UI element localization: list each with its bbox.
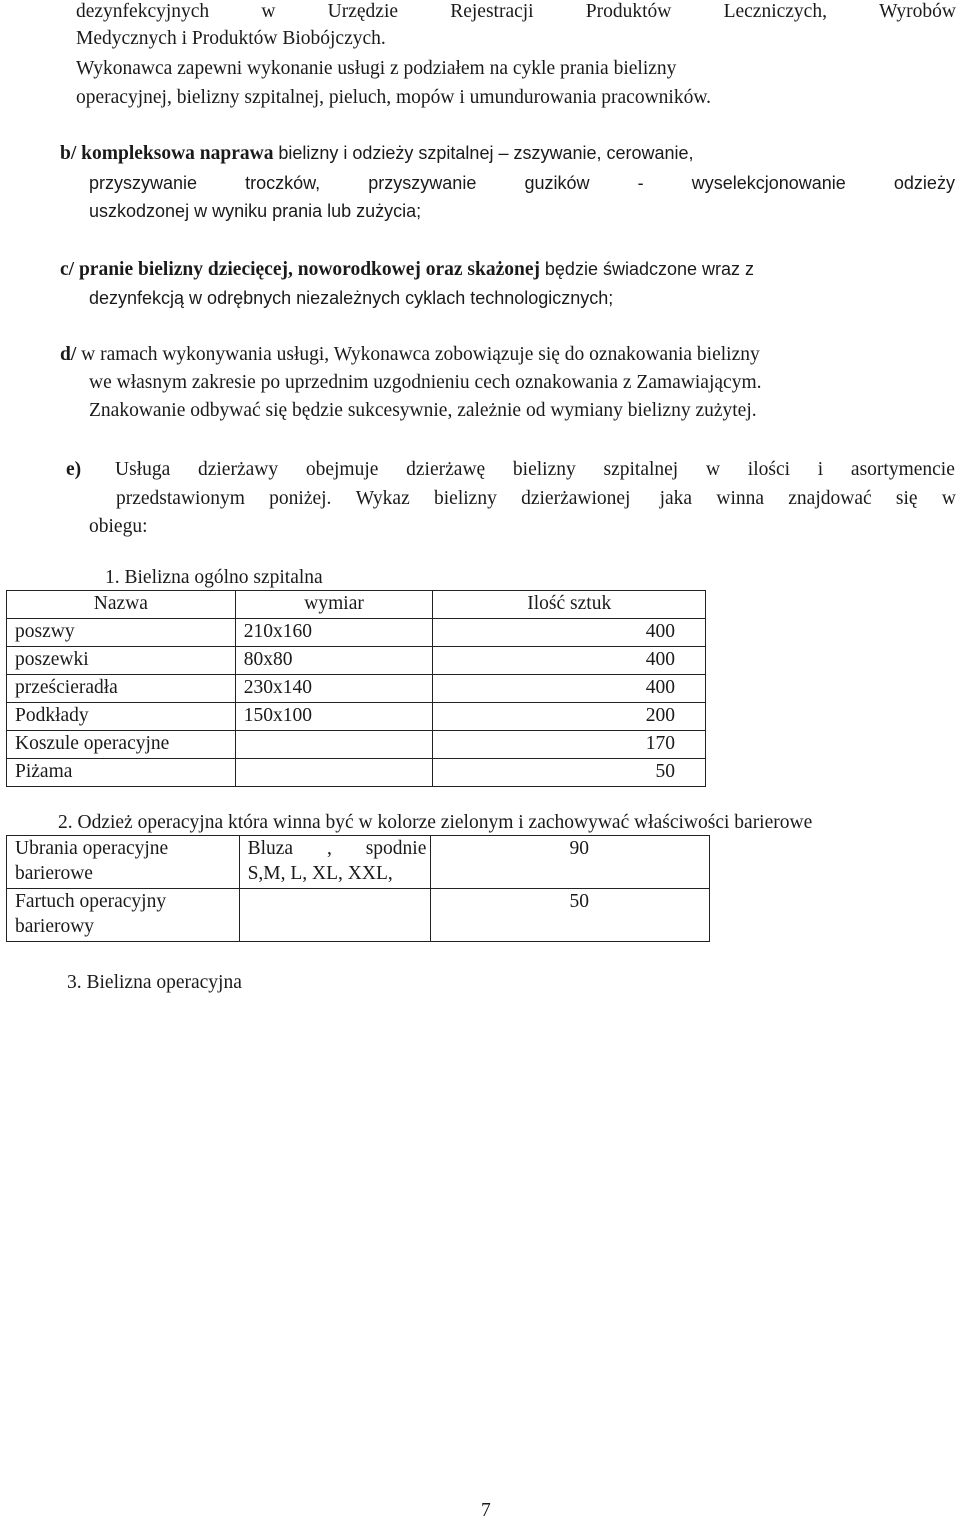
word: Urzędzie xyxy=(327,1,399,22)
table-cell: Koszule operacyjne xyxy=(7,731,236,759)
table-cell: 210x160 xyxy=(235,619,433,647)
word: Produktów xyxy=(585,1,672,22)
table-row xyxy=(7,675,706,703)
item-e-marker xyxy=(66,456,81,483)
word: asortymencie xyxy=(850,459,955,480)
paragraph-top-line4: operacyjnej, bielizny szpitalnej, pieluch, mopów i umundurowania pracowników. xyxy=(76,87,712,108)
item-b-text: bielizny i odzieży szpitalnej – zszywanie, cerowanie, xyxy=(278,143,694,163)
word: w xyxy=(261,1,276,22)
word: przedstawionym xyxy=(116,488,245,509)
section3-heading: 3. Bielizna operacyjna xyxy=(67,972,242,993)
item-d-text: w ramach wykonywania usługi, Wykonawca zobowiązuje się do oznakowania bielizny xyxy=(81,344,760,365)
table-cell: Podkłady xyxy=(7,703,236,731)
word: troczków, xyxy=(245,173,321,193)
table-row xyxy=(7,703,706,731)
item-c-line1 xyxy=(60,256,754,283)
paragraph-top-line2: Medycznych i Produktów Biobójczych. xyxy=(76,28,386,49)
word: bielizny xyxy=(512,459,576,480)
table-cell: 400 xyxy=(433,619,706,647)
word: Usługa xyxy=(115,459,171,480)
table-header-cell: Ilość sztuk xyxy=(433,591,706,619)
table-cell xyxy=(7,889,240,942)
table-cell xyxy=(7,836,240,889)
table-cell: poszewki xyxy=(7,647,236,675)
table-header-cell: wymiar xyxy=(235,591,433,619)
section1-table xyxy=(6,590,706,787)
word: spodnie xyxy=(365,838,427,859)
section2-table xyxy=(6,835,710,942)
word: dzierżawy xyxy=(197,459,279,480)
table-cell xyxy=(239,889,431,942)
word: Wykaz xyxy=(355,488,410,509)
table-cell: 230x140 xyxy=(235,675,433,703)
table-row xyxy=(7,889,710,942)
item-e-marker-text: e) xyxy=(66,459,82,480)
section1-heading: 1. Bielizna ogólno szpitalna xyxy=(105,567,323,588)
table-row xyxy=(7,836,710,889)
cell-line xyxy=(248,836,427,861)
item-b-marker: b/ xyxy=(60,143,77,164)
word: , xyxy=(326,838,332,859)
table-cell: 400 xyxy=(433,675,706,703)
word: przyszywanie xyxy=(368,173,477,193)
item-d-marker: d/ xyxy=(60,344,77,365)
item-b-line3: uszkodzonej w wyniku prania lub zużycia; xyxy=(89,201,422,221)
table-cell: 50 xyxy=(431,889,710,942)
cell-line: barierowy xyxy=(15,916,95,937)
item-b-line1 xyxy=(60,140,694,167)
table-cell: 400 xyxy=(433,647,706,675)
item-c-text: będzie świadczone wraz z xyxy=(544,259,755,279)
table-header-row xyxy=(7,591,706,619)
cell-line: barierowe xyxy=(15,863,93,884)
cell-line: Fartuch operacyjny xyxy=(15,891,167,912)
word: Rejestracji xyxy=(450,1,534,22)
word: guzików xyxy=(524,173,590,193)
word: przyszywanie xyxy=(89,173,198,193)
table-header-cell: Nazwa xyxy=(7,591,236,619)
cell-line: Ubrania operacyjne xyxy=(15,838,169,859)
word: dzierżawę xyxy=(406,459,486,480)
word: jaka xyxy=(654,488,693,509)
item-e-line2 xyxy=(116,485,956,512)
table-cell xyxy=(239,836,431,889)
item-e-line3: obiegu: xyxy=(89,516,148,537)
cell-line: S,M, L, XL, XXL, xyxy=(247,863,393,884)
item-c-bold: c/ pranie bielizny dziecięcej, noworodkowej oraz skażonej xyxy=(60,259,541,280)
item-c-line2: dezynfekcją w odrębnych niezależnych cyklach technologicznych; xyxy=(89,288,614,308)
table-cell: 200 xyxy=(433,703,706,731)
paragraph-top-line1 xyxy=(76,0,956,25)
table-cell: 170 xyxy=(433,731,706,759)
word: winna xyxy=(716,488,765,509)
table-cell: poszwy xyxy=(7,619,236,647)
table-cell: prześcieradła xyxy=(7,675,236,703)
word: Wyrobów xyxy=(879,1,956,22)
word: w xyxy=(941,488,956,509)
table-cell: 150x100 xyxy=(235,703,433,731)
word: wyselekcjonowanie xyxy=(691,173,846,193)
item-b-bold: kompleksowa naprawa xyxy=(81,143,274,164)
word: się xyxy=(895,488,918,509)
word: i xyxy=(817,459,824,480)
item-d-line2: we własnym zakresie po uprzednim uzgodnieniu cech oznakowania z Zamawiającym. xyxy=(89,372,762,393)
word: Leczniczych, xyxy=(723,1,827,22)
table-row xyxy=(7,759,706,787)
word: dezynfekcyjnych xyxy=(76,1,210,22)
table-cell: 50 xyxy=(433,759,706,787)
paragraph-top-line3: Wykonawca zapewni wykonanie usługi z podziałem na cykle prania bielizny xyxy=(76,58,677,79)
table-row xyxy=(7,731,706,759)
word: dzierżawionej xyxy=(521,488,631,509)
word: poniżej. xyxy=(269,488,332,509)
item-e-line1 xyxy=(89,456,955,483)
word: Bluza xyxy=(247,838,294,859)
table-row xyxy=(7,647,706,675)
word: odzieży xyxy=(893,173,955,193)
table-cell: 80x80 xyxy=(235,647,433,675)
table-cell xyxy=(235,731,433,759)
table-cell: 90 xyxy=(431,836,710,889)
table-cell: Piżama xyxy=(7,759,236,787)
word: znajdować xyxy=(788,488,872,509)
item-d-line1 xyxy=(60,341,760,368)
word: w xyxy=(705,459,721,480)
section2-heading: 2. Odzież operacyjna która winna być w kolorze zielonym i zachowywać właściwości barierowe xyxy=(58,812,813,833)
word: obejmuje xyxy=(305,459,379,480)
item-b-line2 xyxy=(89,170,955,197)
word: - xyxy=(637,173,644,193)
word: ilości xyxy=(747,459,791,480)
table-cell xyxy=(235,759,433,787)
word: bielizny xyxy=(434,488,497,509)
page-number: 7 xyxy=(481,1500,491,1521)
table-row xyxy=(7,619,706,647)
item-d-line3: Znakowanie odbywać się będzie sukcesywnie, zależnie od wymiany bielizny zużytej. xyxy=(89,400,757,421)
word: szpitalnej xyxy=(603,459,679,480)
